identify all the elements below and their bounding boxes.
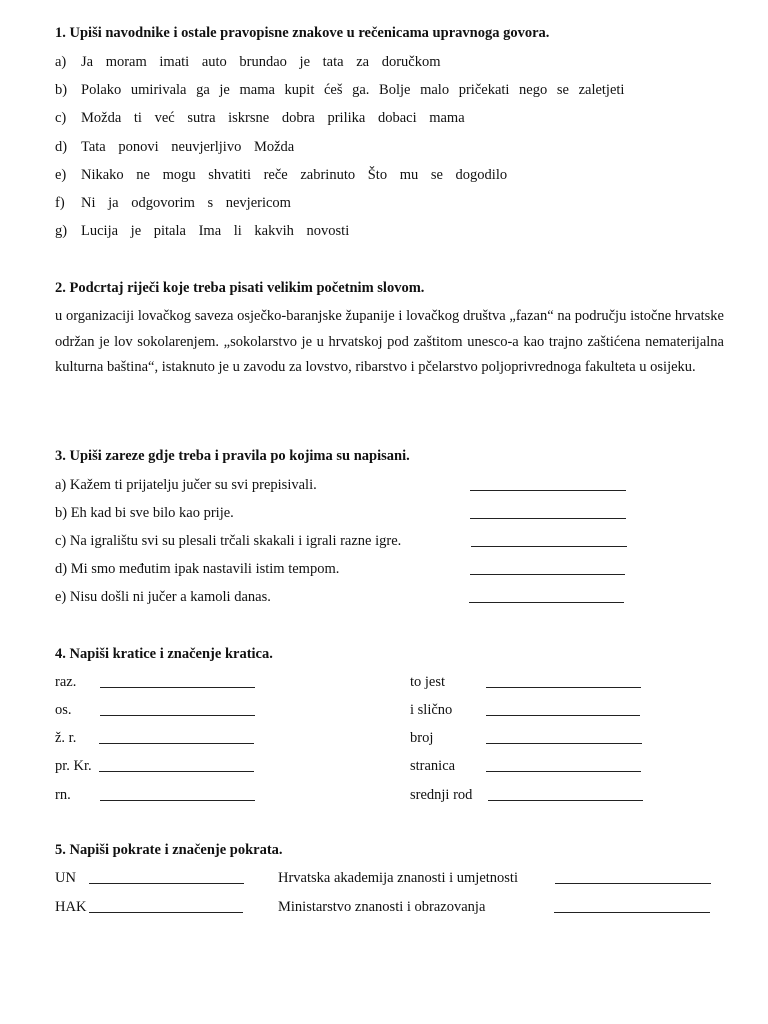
task5-right-label: Ministarstvo znanosti i obrazovanja <box>278 899 486 915</box>
task3-answer-line-d[interactable] <box>470 574 625 575</box>
task1-item-label: a) <box>55 54 67 70</box>
task2-title: 2. Podcrtaj riječi koje treba pisati velikim početnim slovom. <box>55 280 425 296</box>
task2-paragraph: u organizaciji lovačkog saveza osječko-baranjske županije i lovačkog društva „fazan“ na području istočne hrvatske održan je lov sokolarenjem. „sokolarstvo je u hrvatskoj pod zaštitom unesco-a kao trajno zaštićena nematerijalna kulturna baština“, istaknuto je u zavodu za lovstvo, ribarstvo i pčelarstvo poljoprivrednoga fakulteta u osijeku. <box>55 308 724 375</box>
task4-left-answer-line[interactable] <box>100 800 255 801</box>
task4-left-label: ž. r. <box>55 730 77 746</box>
task3-item-b: b) Eh kad bi sve bilo kao prije. <box>55 505 234 521</box>
task3-answer-line-c[interactable] <box>471 546 627 547</box>
task3-answer-line-e[interactable] <box>469 602 624 603</box>
task4-right-label: broj <box>410 730 434 746</box>
task4-right-label: stranica <box>410 758 456 774</box>
task3-item-d: d) Mi smo međutim ipak nastavili istim tempom. <box>55 561 340 577</box>
task3-item-a: a) Kažem ti prijatelju jučer su svi prepisivali. <box>55 477 317 493</box>
task3-answer-line-b[interactable] <box>470 518 626 519</box>
task5-right-label: Hrvatska akademija znanosti i umjetnosti <box>278 870 518 886</box>
task4-right-answer-line[interactable] <box>486 771 641 772</box>
task1-item-text: Nikako ne mogu shvatiti reče zabrinuto Što mu se dogodilo <box>81 167 508 183</box>
task1-item-label: g) <box>55 223 68 239</box>
task4-left-answer-line[interactable] <box>100 687 255 688</box>
task4-left-label: os. <box>55 702 72 718</box>
task1-item-f <box>55 195 291 212</box>
task1-item-c <box>55 110 465 127</box>
task4-right-answer-line[interactable] <box>488 800 643 801</box>
task4-right-label: i slično <box>410 702 453 718</box>
task4-left-answer-line[interactable] <box>99 743 254 744</box>
task5-left-answer-line[interactable] <box>89 912 243 913</box>
task1-item-text: Možda ti već sutra iskrsne dobra prilika dobaci mama <box>81 110 465 126</box>
task4-right-answer-line[interactable] <box>486 715 640 716</box>
task5-left-label: UN <box>55 870 76 886</box>
task4-left-answer-line[interactable] <box>100 715 255 716</box>
task1-item-label: c) <box>55 110 67 126</box>
task4-title: 4. Napiši kratice i značenje kratica. <box>55 646 273 662</box>
task4-left-label: raz. <box>55 674 77 690</box>
task4-left-label: rn. <box>55 787 71 803</box>
task1-item-a <box>55 54 441 71</box>
task1-item-label: e) <box>55 167 67 183</box>
task4-right-answer-line[interactable] <box>486 687 641 688</box>
task5-left-answer-line[interactable] <box>89 883 244 884</box>
task1-item-label: f) <box>55 195 65 211</box>
task5-right-answer-line[interactable] <box>554 912 710 913</box>
task3-item-e: e) Nisu došli ni jučer a kamoli danas. <box>55 589 271 605</box>
task1-item-text: Lucija je pitala Ima li kakvih novosti <box>81 223 350 239</box>
task1-item-d <box>55 139 294 156</box>
task1-item-label: b) <box>55 82 68 98</box>
task5-title: 5. Napiši pokrate i značenje pokrata. <box>55 842 283 858</box>
task1-item-e <box>55 167 507 184</box>
task1-item-text: Ja moram imati auto brundao je tata za doručkom <box>81 54 441 70</box>
task4-left-label: pr. Kr. <box>55 758 92 774</box>
task5-right-answer-line[interactable] <box>555 883 711 884</box>
task1-item-label: d) <box>55 139 68 155</box>
task4-right-label: to jest <box>410 674 446 690</box>
task4-right-label: srednji rod <box>410 787 473 803</box>
task4-right-answer-line[interactable] <box>486 743 642 744</box>
task5-left-label: HAK <box>55 899 87 915</box>
task1-item-text: Tata ponovi neuvjerljivo Možda <box>81 139 295 155</box>
task1-item-text: Ni ja odgovorim s nevjericom <box>81 195 291 211</box>
task1-item-text: Polako umirivala ga je mama kupit ćeš ga. Bolje malo pričekati nego se zaletjeti <box>81 82 625 98</box>
task1-title: 1. Upiši navodnike i ostale pravopisne znakove u rečenicama upravnoga govora. <box>55 25 550 41</box>
task3-title: 3. Upiši zareze gdje treba i pravila po kojima su napisani. <box>55 448 410 464</box>
task4-left-answer-line[interactable] <box>99 771 254 772</box>
task1-item-b <box>55 82 624 99</box>
task3-answer-line-a[interactable] <box>470 490 626 491</box>
task1-item-g <box>55 223 349 240</box>
task3-item-c: c) Na igralištu svi su plesali trčali skakali i igrali razne igre. <box>55 533 402 549</box>
